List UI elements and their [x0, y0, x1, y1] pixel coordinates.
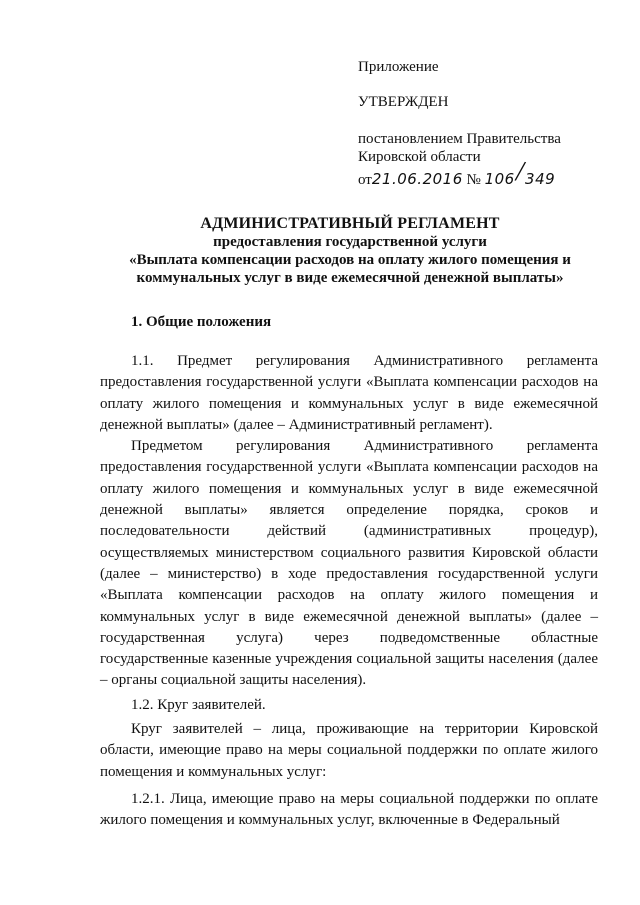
section-heading: 1. Общие положения [131, 314, 272, 330]
handwritten-slash-icon: / [512, 154, 527, 189]
resolution-line-2: Кировской области [358, 149, 481, 165]
appendix-label: Приложение [358, 59, 439, 75]
title-line-1: АДМИНИСТРАТИВНЫЙ РЕГЛАМЕНТ [200, 215, 500, 232]
date-prefix: от [358, 172, 372, 188]
title-line-3: «Выплата компенсации расходов на оплату жилого помещения и [129, 252, 571, 268]
handwritten-number-b: 349 [525, 170, 556, 188]
body-text [100, 351, 598, 832]
paragraph-1-2-1: 1.2.1. Лица, имеющие право на меры социальной поддержки по оплате жилого помещения и коммунальных услуг, включенные в Федеральный [100, 790, 598, 829]
document-title [100, 215, 600, 287]
number-sign: № [466, 172, 481, 188]
handwritten-number-a: 106 [484, 170, 515, 188]
paragraph-1-1: 1.1. Предмет регулирования Административного регламента предоставления государственной услуги «Выплата компенсации расходов на оплату жилого помещения и коммунальных услуг в виде ежемесячной денежной выплаты» (далее – Административный регламент). [100, 353, 598, 433]
handwritten-date: 21.06.2016 [371, 170, 463, 188]
title-line-2: предоставления государственной услуги [213, 234, 487, 250]
approval-stamp-block [358, 58, 618, 189]
paragraph-1-2: 1.2. Круг заявителей. [131, 696, 266, 713]
paragraph-applicants: Круг заявителей – лица, проживающие на территории Кировской области, имеющие право на меры социальной поддержки по оплате жилого помещения и коммунальных услуг: [100, 721, 598, 780]
resolution-line-1: постановлением Правительства [358, 131, 561, 147]
approved-label: УТВЕРЖДЕН [358, 94, 449, 110]
paragraph-subject: Предметом регулирования Административного регламента предоставления государственной услуги «Выплата компенсации расходов на оплату жилого помещения и коммунальных услуг в виде ежемесячной денежной выплаты» является определение порядка, сроков и последовательности действий (административных процедур), осуществляемых министерством социального развития Кировской области (далее – министерство) в ходе предоставления государственной услуги «Выплата компенсации расходов на оплату жилого помещения и коммунальных услуг в виде ежемесячной денежной выплаты» (далее – государственная услуга) через подведомственные областные государственные казенные учреждения социальной защиты населения (далее – органы социальной защиты населения). [100, 438, 598, 689]
title-line-4: коммунальных услуг в виде ежемесячной денежной выплаты» [136, 270, 564, 286]
